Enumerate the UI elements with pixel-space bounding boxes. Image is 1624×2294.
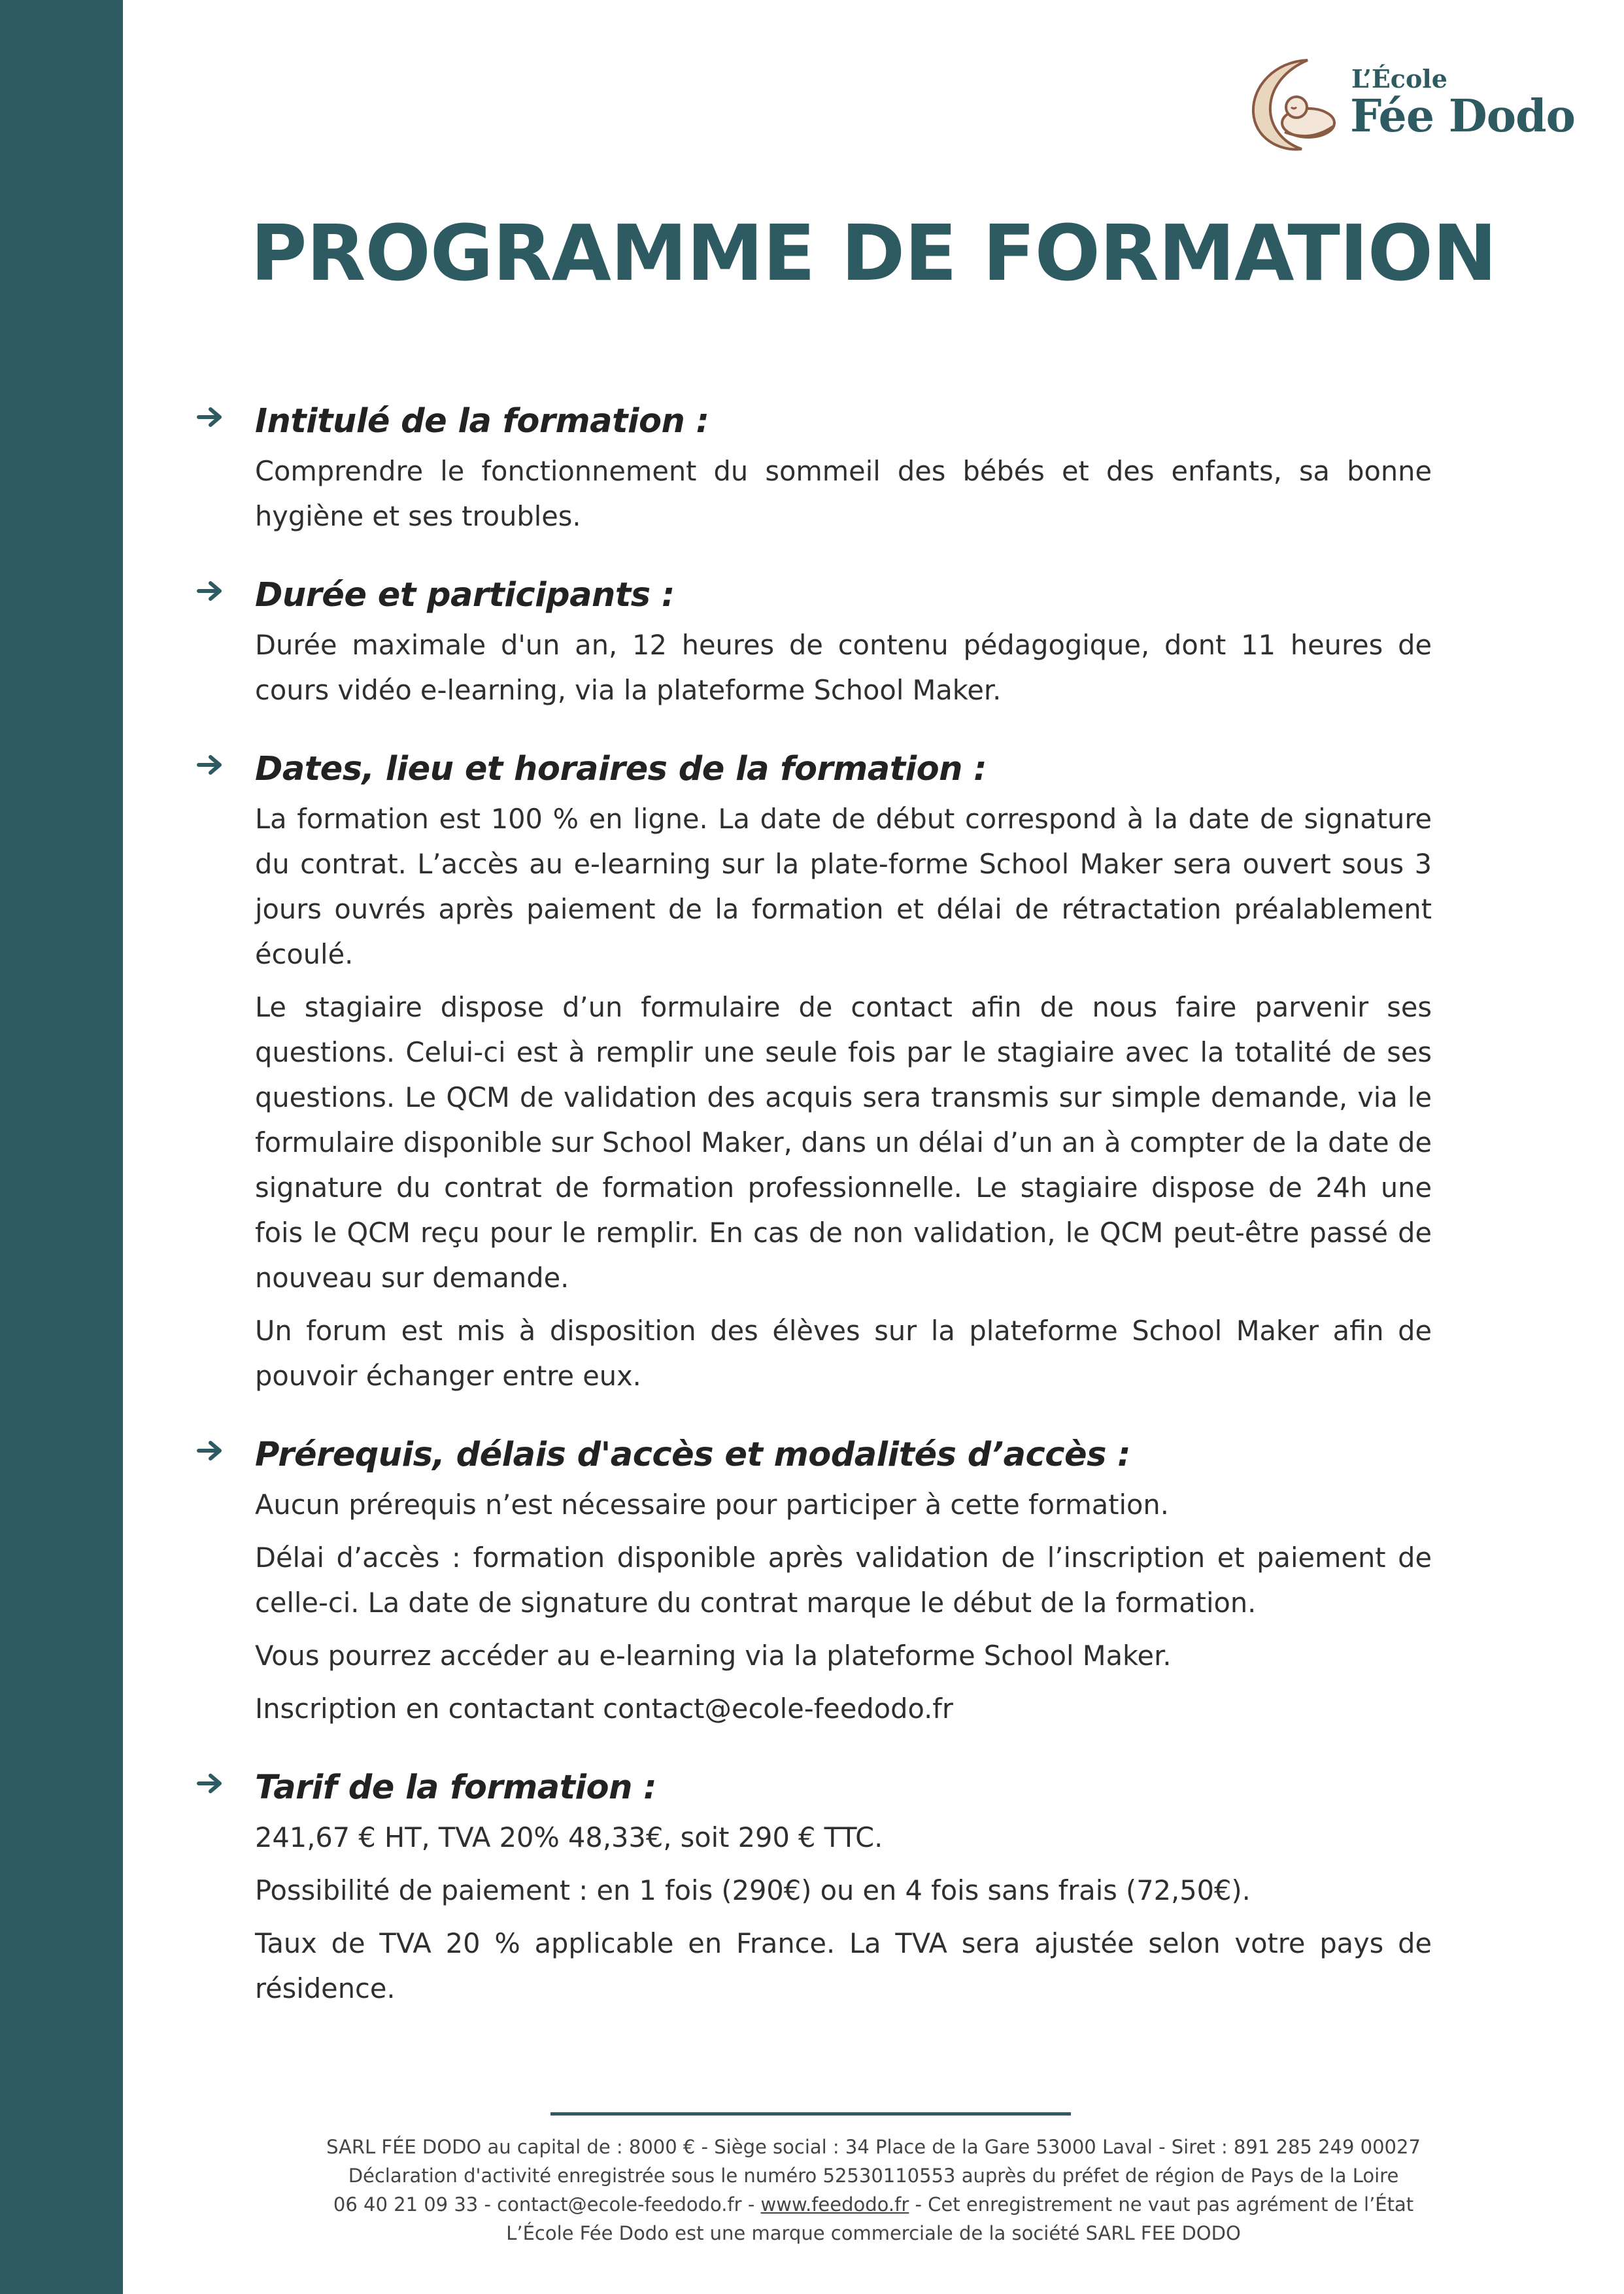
section-paragraph: 241,67 € HT, TVA 20% 48,33€, soit 290 € TTC. bbox=[255, 1821, 883, 1853]
section-heading: Durée et participants : bbox=[255, 576, 675, 615]
footer-agrement-text: - Cet enregistrement ne vaut pas agrément de l’État bbox=[909, 2193, 1414, 2216]
section-paragraph: Possibilité de paiement : en 1 fois (290€) ou en 4 fois sans frais (72,50€). bbox=[255, 1874, 1251, 1906]
section-heading: Intitulé de la formation : bbox=[255, 402, 709, 441]
section-heading: Tarif de la formation : bbox=[255, 1768, 657, 1807]
arrow-right-icon bbox=[196, 751, 225, 779]
footer-contact-text: 06 40 21 09 33 - contact@ecole-feedodo.fr - bbox=[333, 2193, 761, 2216]
arrow-right-icon bbox=[196, 403, 225, 431]
page-title: PROGRAMME DE FORMATION bbox=[250, 208, 1497, 298]
section-paragraph: Vous pourrez accéder au e-learning via la plateforme School Maker. bbox=[255, 1640, 1172, 1672]
footer-line-declaration: Déclaration d'activité enregistrée sous le numéro 52530110553 auprès du préfet de région de Pays de la Loire bbox=[348, 2165, 1399, 2187]
section-heading: Prérequis, délais d'accès et modalités d’accès : bbox=[255, 1436, 1131, 1474]
section-paragraph: La formation est 100 % en ligne. La date de début correspond à la date de signature du contrat. L’accès au e-learning sur la plate-forme School Maker sera ouvert sous 3 jours ouvrés après paiement de la formation et délai de rétractation préalablement écoulé. bbox=[255, 803, 1432, 970]
section-paragraph: Inscription en contactant contact@ecole-feedodo.fr bbox=[255, 1693, 953, 1725]
section-prerequis bbox=[196, 1432, 1432, 1731]
logo-line-1: L’École bbox=[1351, 64, 1447, 93]
sections bbox=[196, 399, 1432, 2045]
footer-line-company: SARL FÉE DODO au capital de : 8000 € - Siège social : 34 Place de la Gare 53000 Laval - Siret : 891 285 249 00027 bbox=[326, 2136, 1421, 2158]
section-tarif bbox=[196, 1765, 1432, 2011]
section-paragraph: Comprendre le fonctionnement du sommeil des bébés et des enfants, sa bonne hygiène et ses troubles. bbox=[255, 455, 1432, 532]
logo bbox=[1245, 52, 1585, 157]
website-link[interactable]: www.feedodo.fr bbox=[760, 2193, 909, 2216]
section-dates bbox=[196, 747, 1432, 1398]
section-paragraph: Durée maximale d'un an, 12 heures de contenu pédagogique, dont 11 heures de cours vidéo e-learning, via la plateforme School Maker. bbox=[255, 629, 1432, 706]
section-paragraph: Un forum est mis à disposition des élèves sur la plateforme School Maker afin de pouvoir échanger entre eux. bbox=[255, 1315, 1432, 1392]
section-duree bbox=[196, 573, 1432, 713]
arrow-right-icon bbox=[196, 1769, 225, 1798]
footer-divider bbox=[550, 2112, 1071, 2116]
section-heading: Dates, lieu et horaires de la formation : bbox=[255, 750, 987, 788]
section-paragraph: Délai d’accès : formation disponible après validation de l’inscription et paiement de celle-ci. La date de signature du contrat marque le début de la formation. bbox=[255, 1542, 1432, 1619]
arrow-right-icon bbox=[196, 1436, 225, 1465]
moon-baby-logo-icon bbox=[1245, 52, 1350, 157]
logo-line-2: Fée Dodo bbox=[1350, 90, 1575, 143]
section-paragraph: Aucun prérequis n’est nécessaire pour participer à cette formation. bbox=[255, 1489, 1169, 1521]
footer-line-contact bbox=[123, 2190, 1624, 2219]
section-intitule bbox=[196, 399, 1432, 539]
side-band bbox=[0, 0, 123, 2294]
arrow-right-icon bbox=[196, 577, 225, 605]
footer bbox=[123, 2133, 1624, 2248]
section-paragraph: Taux de TVA 20 % applicable en France. La TVA sera ajustée selon votre pays de résidence. bbox=[255, 1927, 1432, 2004]
footer-line-brand: L’École Fée Dodo est une marque commerciale de la société SARL FEE DODO bbox=[506, 2222, 1241, 2244]
section-paragraph: Le stagiaire dispose d’un formulaire de contact afin de nous faire parvenir ses questions. Celui-ci est à remplir une seule fois par le stagiaire avec la totalité de ses questions. Le QCM de validation des acquis sera transmis sur simple demande, via le formulaire disponible sur School Maker, dans un délai d’un an à compter de la date de signature du contrat de formation professionnelle. Le stagiaire dispose de 24h une fois le QCM reçu pour le remplir. En cas de non validation, le QCM peut-être passé de nouveau sur demande. bbox=[255, 991, 1432, 1294]
